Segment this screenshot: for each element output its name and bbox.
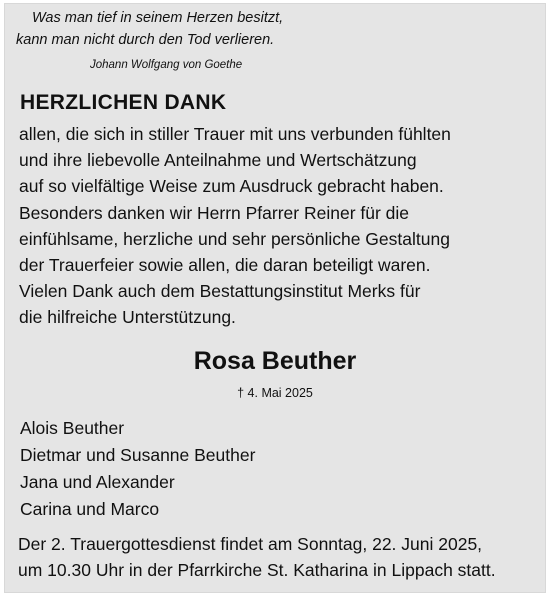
- mourner: Alois Beuther: [20, 418, 125, 438]
- obituary-notice: [4, 3, 546, 593]
- mourners-list: [20, 415, 255, 523]
- thanks-heading: HERZLICHEN DANK: [20, 91, 227, 114]
- body-line: der Trauerfeier sowie allen, die daran beteiligt waren.: [19, 255, 431, 276]
- thanks-body: [19, 121, 451, 331]
- deceased-name: Rosa Beuther: [193, 347, 357, 375]
- body-line: allen, die sich in stiller Trauer mit uns verbunden fühlten: [19, 124, 451, 144]
- body-line: die hilfreiche Unterstützung.: [19, 307, 236, 328]
- death-date: † 4. Mai 2025: [237, 386, 313, 400]
- body-line: und ihre liebevolle Anteilnahme und Wertschätzung: [19, 150, 417, 171]
- quote-line-1: Was man tief in seinem Herzen besitzt,: [32, 10, 284, 26]
- quote-line-2: kann man nicht durch den Tod verlieren.: [16, 32, 275, 48]
- body-line: einfühlsame, herzliche und sehr persönliche Gestaltung: [19, 228, 450, 249]
- quote-author: Johann Wolfgang von Goethe: [90, 59, 243, 71]
- body-line: auf so vielfältige Weise zum Ausdruck gebracht haben.: [19, 176, 444, 197]
- mourner: Jana und Alexander: [20, 472, 175, 492]
- service-announcement: [18, 531, 496, 583]
- service-line: Der 2. Trauergottesdienst findet am Sonntag, 22. Juni 2025,: [18, 534, 483, 554]
- mourner: Dietmar und Susanne Beuther: [20, 445, 256, 465]
- body-line: Besonders danken wir Herrn Pfarrer Reiner für die: [19, 202, 410, 223]
- body-line: Vielen Dank auch dem Bestattungsinstitut Merks für: [19, 281, 421, 302]
- mourner: Carina und Marco: [20, 499, 160, 519]
- service-line: um 10.30 Uhr in der Pfarrkirche St. Katharina in Lippach statt.: [18, 560, 496, 580]
